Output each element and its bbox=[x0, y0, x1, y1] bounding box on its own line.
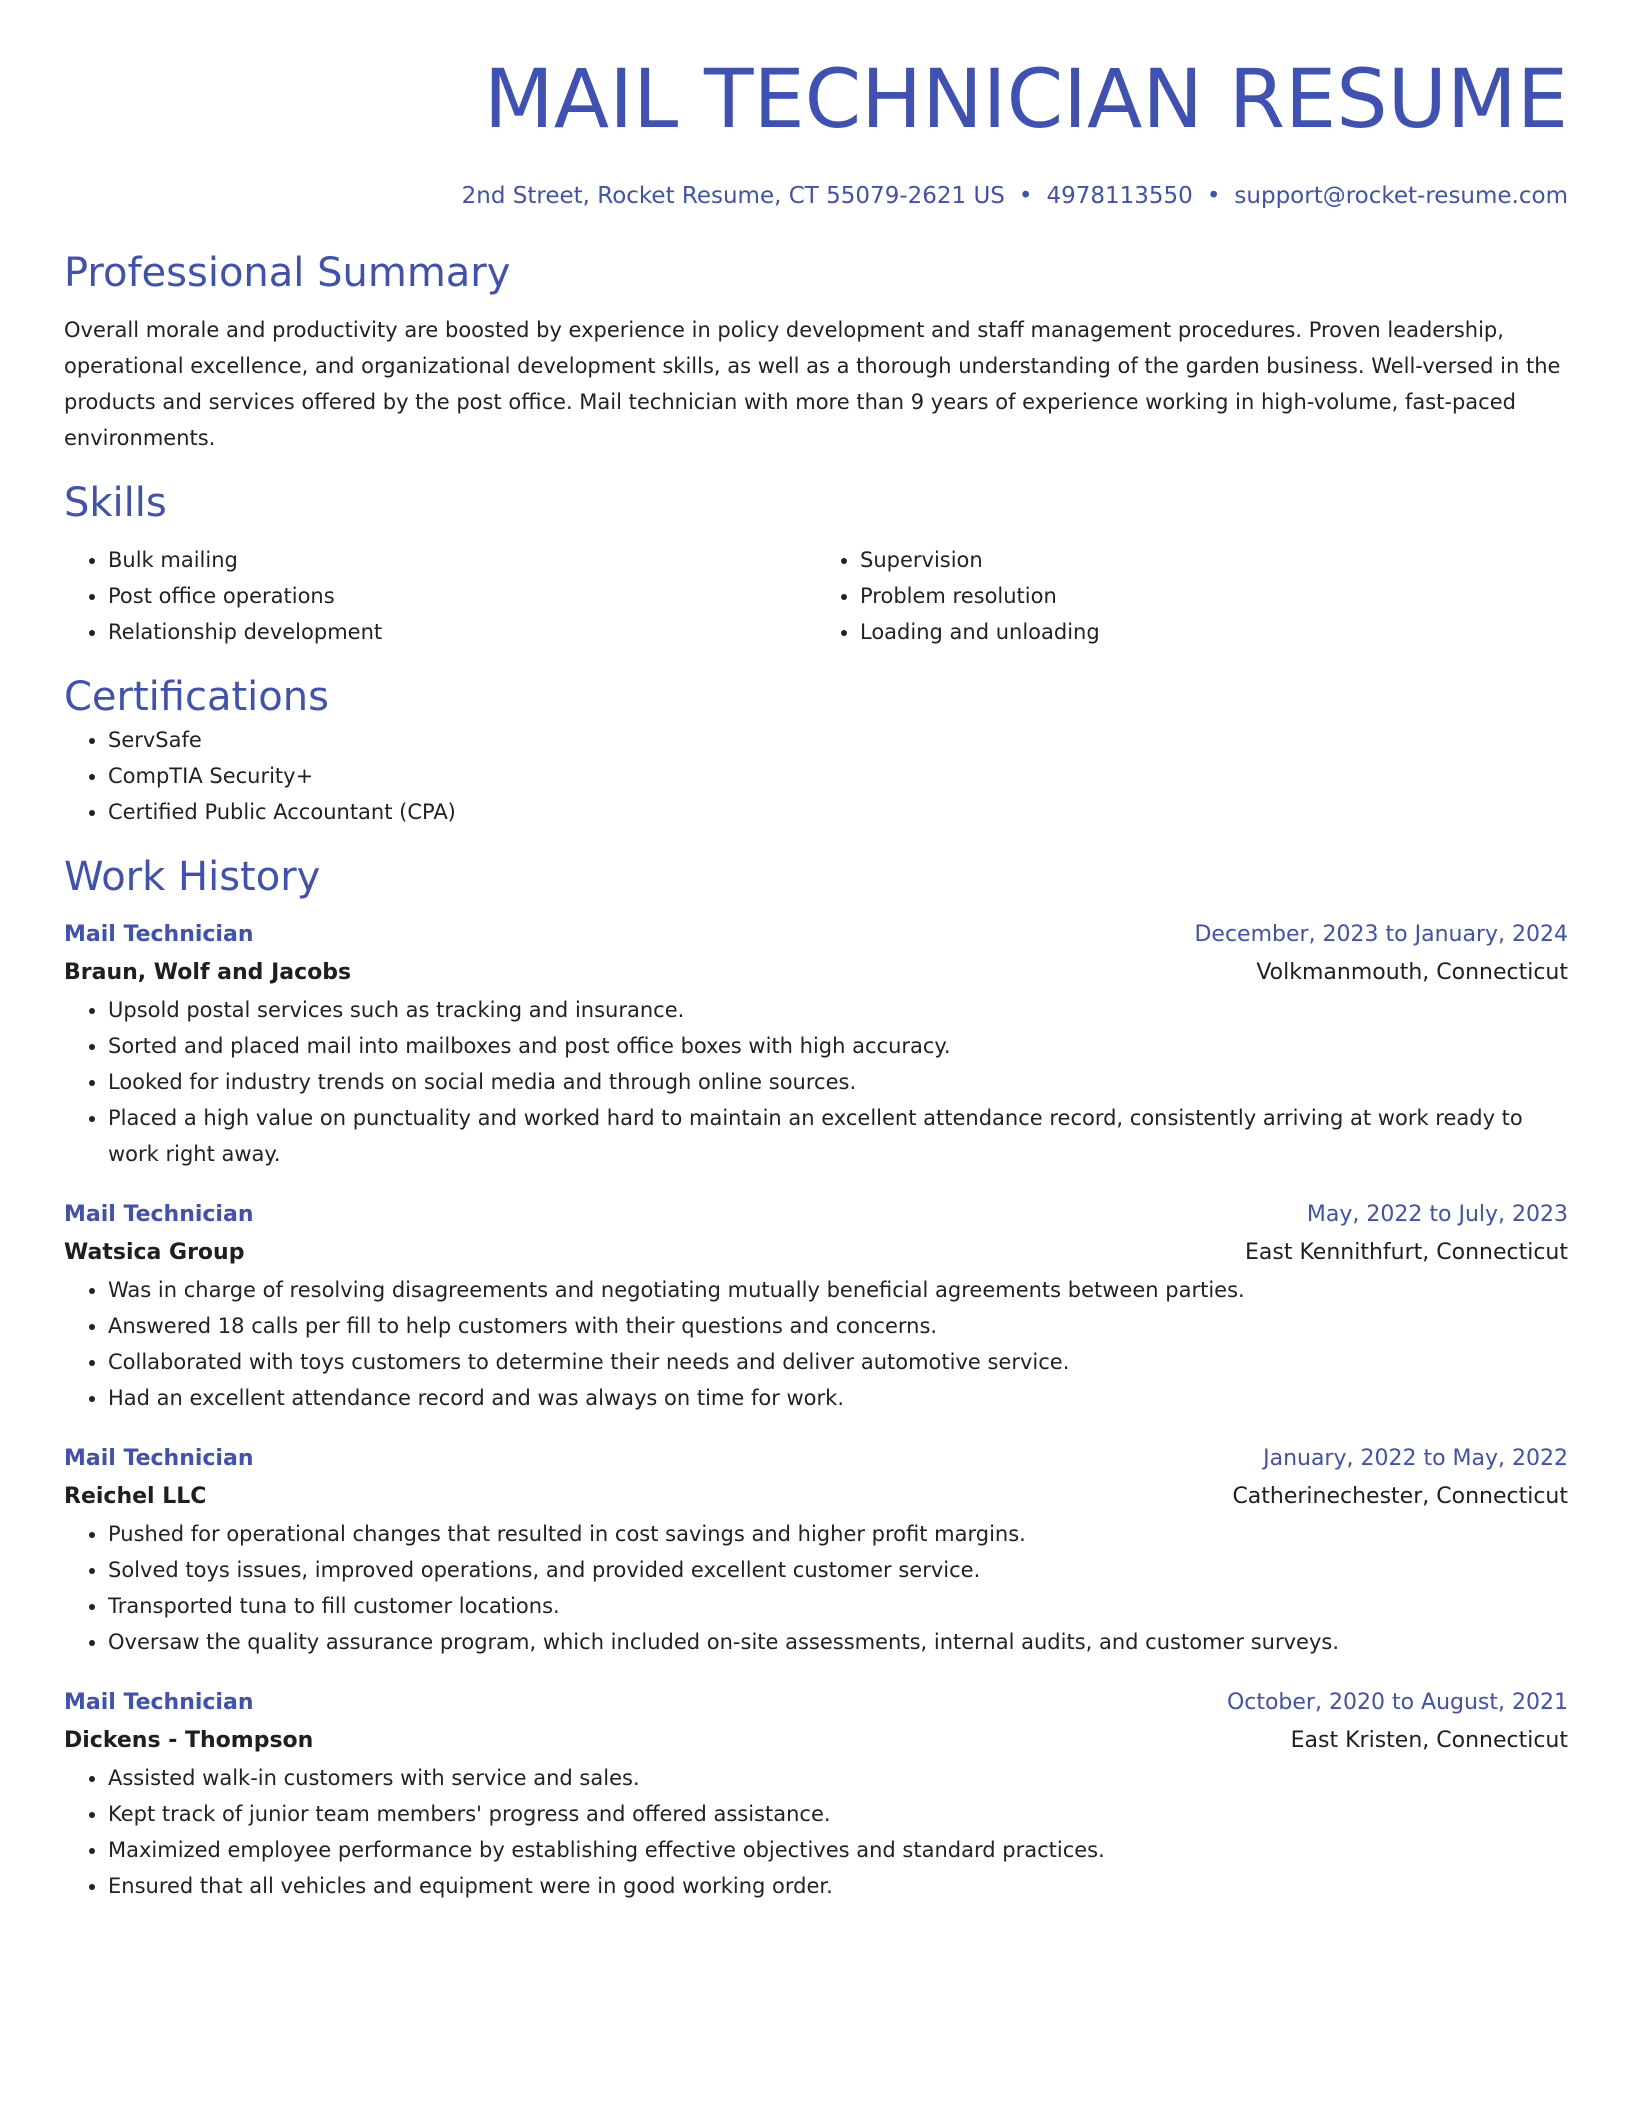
skills-column-left bbox=[64, 542, 816, 650]
summary-heading: Professional Summary bbox=[64, 250, 511, 296]
skill-item: • Loading and unloading bbox=[860, 614, 1568, 650]
job-duty: • Collaborated with toys customers to determine their needs and deliver automotive service. bbox=[108, 1344, 1568, 1380]
skills-list-right bbox=[816, 542, 1568, 650]
job-company: Reichel LLC bbox=[64, 1484, 207, 1509]
skill-item: • Supervision bbox=[860, 542, 1568, 578]
job-company-row bbox=[64, 1234, 1568, 1272]
contact-address: 2nd Street, Rocket Resume, CT 55079-2621 US bbox=[461, 183, 1005, 209]
job-duty: • Kept track of junior team members' progress and offered assistance. bbox=[108, 1796, 1568, 1832]
job-duties-list bbox=[64, 992, 1568, 1172]
skills-heading: Skills bbox=[64, 480, 167, 526]
resume-header bbox=[64, 0, 1568, 212]
certifications-list bbox=[64, 722, 1568, 830]
job-location: East Kennithfurt, Connecticut bbox=[1245, 1240, 1568, 1265]
resume-title: MAIL TECHNICIAN RESUME bbox=[483, 53, 1568, 147]
job-duties-list bbox=[64, 1516, 1568, 1660]
job-duties-list bbox=[64, 1760, 1568, 1904]
job-entry bbox=[64, 1196, 1568, 1416]
job-header-row bbox=[64, 916, 1568, 954]
job-role: Mail Technician bbox=[64, 1446, 254, 1471]
job-company-row bbox=[64, 1478, 1568, 1516]
job-location: Volkmanmouth, Connecticut bbox=[1256, 960, 1568, 985]
job-duty: • Solved toys issues, improved operations, and provided excellent customer service. bbox=[108, 1552, 1568, 1588]
job-dates: December, 2023 to January, 2024 bbox=[1194, 922, 1568, 947]
job-duty: • Oversaw the quality assurance program, which included on-site assessments, internal audits, and customer surveys. bbox=[108, 1624, 1568, 1660]
certification-item: • Certified Public Accountant (CPA) bbox=[108, 794, 1568, 830]
job-header-row bbox=[64, 1440, 1568, 1478]
job-dates: January, 2022 to May, 2022 bbox=[1263, 1446, 1568, 1471]
certification-item: • ServSafe bbox=[108, 722, 1568, 758]
job-role: Mail Technician bbox=[64, 1690, 254, 1715]
job-entry bbox=[64, 1684, 1568, 1904]
skills-column-right bbox=[816, 542, 1568, 650]
job-duty: • Pushed for operational changes that resulted in cost savings and higher profit margins. bbox=[108, 1516, 1568, 1552]
job-company: Braun, Wolf and Jacobs bbox=[64, 960, 352, 985]
job-duty: • Ensured that all vehicles and equipment were in good working order. bbox=[108, 1868, 1568, 1904]
work-history-section bbox=[64, 852, 1568, 1904]
job-duty: • Assisted walk-in customers with service and sales. bbox=[108, 1760, 1568, 1796]
job-duty: • Sorted and placed mail into mailboxes and post office boxes with high accuracy. bbox=[108, 1028, 1568, 1064]
skills-list-left bbox=[64, 542, 816, 650]
job-duty: • Answered 18 calls per fill to help customers with their questions and concerns. bbox=[108, 1308, 1568, 1344]
summary-section bbox=[64, 248, 1568, 456]
skill-item: • Post office operations bbox=[108, 578, 816, 614]
job-role: Mail Technician bbox=[64, 922, 254, 947]
job-dates: May, 2022 to July, 2023 bbox=[1306, 1202, 1568, 1227]
skills-section bbox=[64, 478, 1568, 650]
summary-text: Overall morale and productivity are boosted by experience in policy development and staff management procedures. Proven leadership, operational excellence, and organizational development skills, as well as a thorough understanding of the garden business. Well-versed in the products and services offered by the post office. Mail technician with more than 9 years of experience working in high-volume, fast-paced environments. bbox=[64, 318, 1561, 450]
job-duty: • Upsold postal services such as tracking and insurance. bbox=[108, 992, 1568, 1028]
job-duty: • Looked for industry trends on social media and through online sources. bbox=[108, 1064, 1568, 1100]
contact-separator: • bbox=[1018, 183, 1033, 209]
job-location: Catherinechester, Connecticut bbox=[1232, 1484, 1568, 1509]
job-company-row bbox=[64, 1722, 1568, 1760]
contact-email: support@rocket-resume.com bbox=[1234, 183, 1568, 209]
job-duty: • Maximized employee performance by establishing effective objectives and standard practices. bbox=[108, 1832, 1568, 1868]
job-entry bbox=[64, 916, 1568, 1172]
job-company: Dickens - Thompson bbox=[64, 1728, 314, 1753]
job-duty: • Had an excellent attendance record and was always on time for work. bbox=[108, 1380, 1568, 1416]
job-location: East Kristen, Connecticut bbox=[1290, 1728, 1568, 1753]
skill-item: • Problem resolution bbox=[860, 578, 1568, 614]
job-header-row bbox=[64, 1196, 1568, 1234]
certifications-heading: Certifications bbox=[64, 674, 329, 720]
skill-item: • Relationship development bbox=[108, 614, 816, 650]
job-duties-list bbox=[64, 1272, 1568, 1416]
job-company: Watsica Group bbox=[64, 1240, 245, 1265]
certification-item: • CompTIA Security+ bbox=[108, 758, 1568, 794]
contact-line bbox=[64, 180, 1568, 212]
job-duty: • Transported tuna to fill customer locations. bbox=[108, 1588, 1568, 1624]
job-header-row bbox=[64, 1684, 1568, 1722]
job-duty: • Placed a high value on punctuality and worked hard to maintain an excellent attendance record, consistently arriving at work ready to work right away. bbox=[108, 1100, 1568, 1172]
contact-phone: 4978113550 bbox=[1046, 183, 1193, 209]
work-history-heading: Work History bbox=[64, 854, 321, 900]
certifications-section bbox=[64, 672, 1568, 830]
job-entry bbox=[64, 1440, 1568, 1660]
skill-item: • Bulk mailing bbox=[108, 542, 816, 578]
skills-grid bbox=[64, 542, 1568, 650]
job-company-row bbox=[64, 954, 1568, 992]
job-duty: • Was in charge of resolving disagreements and negotiating mutually beneficial agreements between parties. bbox=[108, 1272, 1568, 1308]
job-role: Mail Technician bbox=[64, 1202, 254, 1227]
job-dates: October, 2020 to August, 2021 bbox=[1226, 1690, 1568, 1715]
contact-separator: • bbox=[1206, 183, 1221, 209]
